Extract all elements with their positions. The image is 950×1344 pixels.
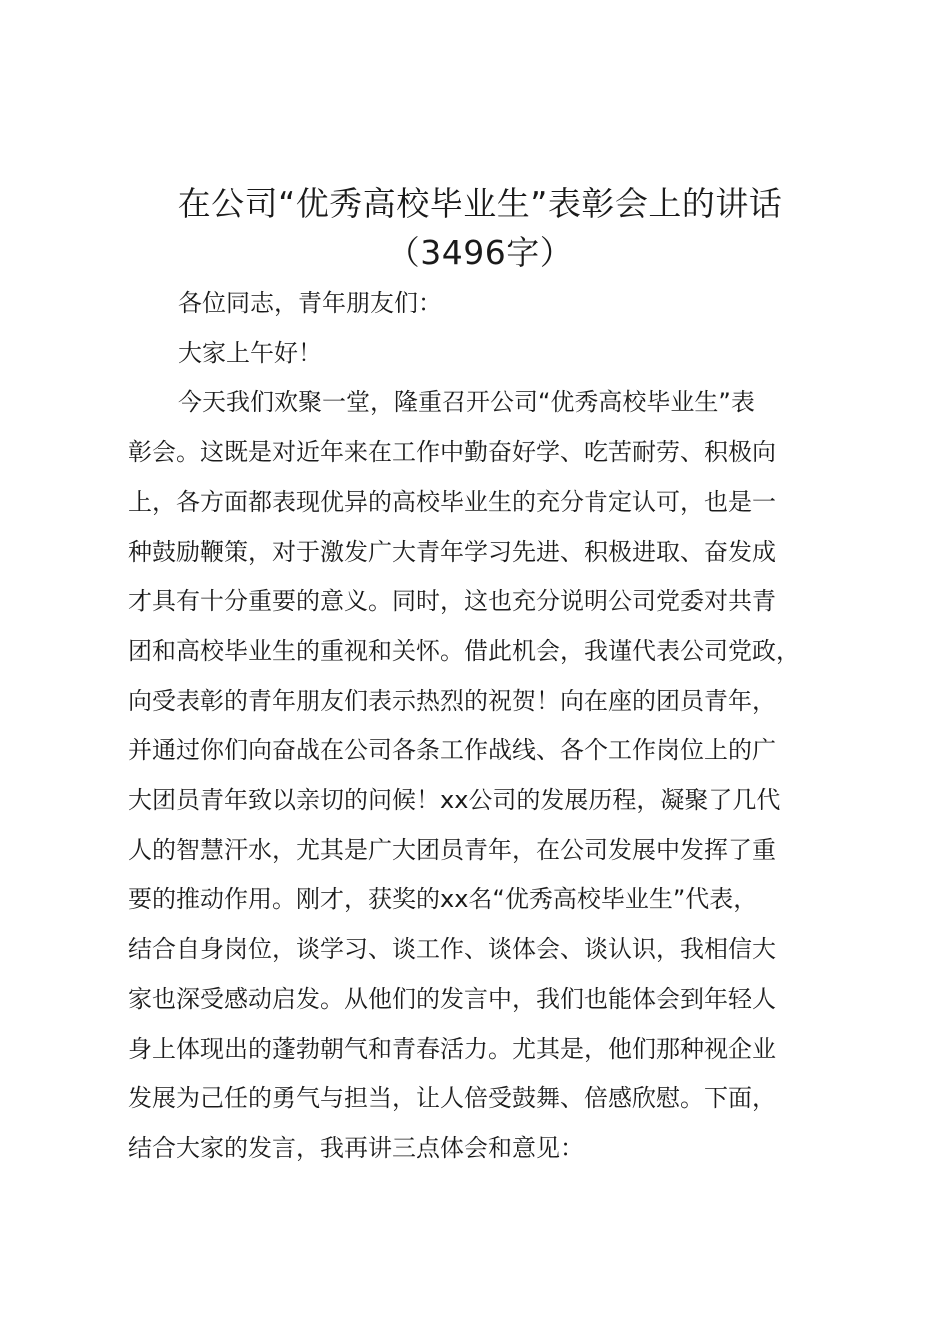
document-subtitle-word-count: （3496字） [386, 233, 574, 272]
salutation: 各位同志，青年朋友们： [178, 289, 442, 317]
paragraph-line: 大团员青年致以亲切的问候！xx公司的发展历程，凝聚了几代 [128, 786, 781, 815]
paragraph-line: 身上体现出的蓬勃朝气和青春活力。尤其是，他们那种视企业 [128, 1034, 776, 1063]
greeting: 大家上午好！ [178, 338, 322, 367]
document-body [128, 279, 828, 1174]
paragraph-line: 今天我们欢聚一堂，隆重召开公司“优秀高校毕业生”表 [178, 388, 755, 417]
paragraph-line: 发展为己任的勇气与担当，让人倍受鼓舞、倍感欣慰。下面， [128, 1084, 776, 1113]
paragraph-line: 彰会。这既是对近年来在工作中勤奋好学、吃苦耐劳、积极向 [128, 438, 776, 467]
speech-paragraph [128, 378, 828, 1173]
paragraph-line: 家也深受感动启发。从他们的发言中，我们也能体会到年轻人 [128, 984, 776, 1013]
paragraph-line: 上，各方面都表现优异的高校毕业生的充分肯定认可，也是一 [128, 487, 776, 516]
paragraph-line: 要的推动作用。刚才，获奖的xx名“优秀高校毕业生”代表， [128, 885, 758, 914]
paragraph-line: 结合自身岗位，谈学习、谈工作、谈体会、谈认识，我相信大 [128, 935, 776, 964]
paragraph-line: 种鼓励鞭策，对于激发广大青年学习先进、积极进取、奋发成 [128, 537, 776, 566]
paragraph-line: 人的智慧汗水，尤其是广大团员青年，在公司发展中发挥了重 [128, 835, 776, 864]
document-title: 在公司“优秀高校毕业生”表彰会上的讲话 [177, 184, 783, 223]
paragraph-line: 并通过你们向奋战在公司各条工作战线、各个工作岗位上的广 [128, 736, 776, 765]
paragraph-line: 向受表彰的青年朋友们表示热烈的祝贺！向在座的团员青年， [128, 686, 776, 715]
paragraph-line: 团和高校毕业生的重视和关怀。借此机会，我谨代表公司党政， [128, 636, 800, 665]
paragraph-line: 结合大家的发言，我再讲三点体会和意见： [128, 1133, 584, 1162]
paragraph-line: 才具有十分重要的意义。同时，这也充分说明公司党委对共青 [128, 587, 776, 616]
